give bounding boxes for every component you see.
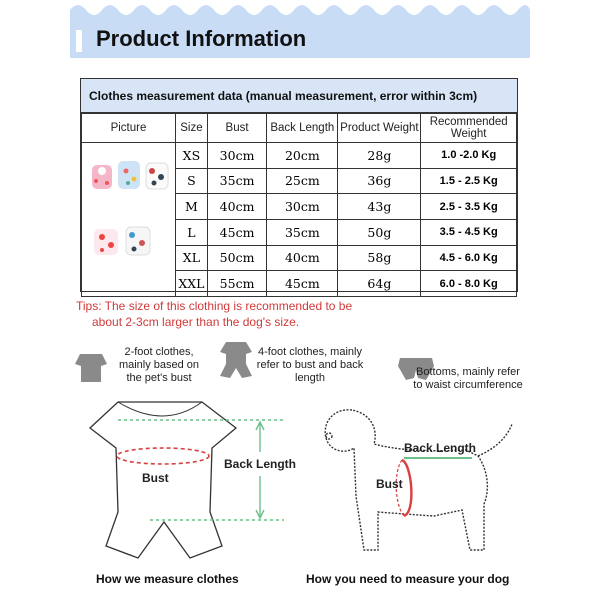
cell-bust: 45cm [207,219,266,245]
cell-weight: 28g [338,143,421,169]
size-table [80,78,518,292]
cell-back: 30cm [267,194,338,220]
cell-back: 20cm [267,143,338,169]
cell-back: 40cm [267,245,338,271]
cell-size: XXL [175,271,207,297]
dog-outline-icon [316,400,528,570]
cell-bust: 50cm [207,245,266,271]
clothes-back-length-label: Back Length [224,457,297,471]
title-accent-bar [76,30,82,52]
clothes-measure-diagram [84,396,304,568]
cell-rec: 3.5 - 4.5 Kg [421,219,517,245]
two-foot-label: 2-foot clothes, mainly based on the pet's bust [118,346,200,384]
tips-line-1: Tips: The size of this clothing is recommended to be [76,299,353,313]
cell-back: 35cm [267,219,338,245]
tips-line-2: about 2-3cm larger than the dog's size. [92,315,300,329]
cell-size: XL [175,245,207,271]
col-bust: Bust [207,114,266,143]
col-picture: Picture [82,114,176,143]
cell-weight: 64g [338,271,421,297]
table-header-row [82,114,517,143]
cell-weight: 36g [338,168,421,194]
clothes-caption: How we measure clothes [96,572,239,586]
cell-size: L [175,219,207,245]
cell-back: 45cm [267,271,338,297]
cell-size: S [175,168,207,194]
cell-bust: 40cm [207,194,266,220]
bottoms-label: Bottoms, mainly refer to waist circumference [413,366,523,391]
cell-rec: 1.5 - 2.5 Kg [421,168,517,194]
col-product-weight: Product Weight [338,114,421,143]
col-recommended-weight: Recommended Weight [421,114,517,143]
page-title: Product Information [96,26,307,51]
col-size: Size [175,114,207,143]
clothes-photo-icon [82,143,174,293]
dog-back-length-label: Back Length [404,441,477,455]
table-caption: Clothes measurement data (manual measurement, error within 3cm) [81,79,517,113]
four-foot-clothes-icon [218,340,254,380]
cell-back: 25cm [267,168,338,194]
product-pictures [82,143,176,297]
clothes-bust-label: Bust [142,471,169,485]
cell-weight: 43g [338,194,421,220]
cell-rec: 1.0 -2.0 Kg [421,143,517,169]
size-tips [76,298,352,330]
cell-rec: 6.0 - 8.0 Kg [421,271,517,297]
col-back-length: Back Length [267,114,338,143]
dog-caption: How you need to measure your dog [306,572,510,586]
cell-bust: 30cm [207,143,266,169]
two-foot-clothes-icon [74,350,108,384]
cell-bust: 35cm [207,168,266,194]
cell-weight: 50g [338,219,421,245]
cell-size: XS [175,143,207,169]
cell-rec: 4.5 - 6.0 Kg [421,245,517,271]
cell-bust: 55cm [207,271,266,297]
cell-weight: 58g [338,245,421,271]
cell-rec: 2.5 - 3.5 Kg [421,194,517,220]
cell-size: M [175,194,207,220]
dog-bust-label: Bust [376,477,403,491]
four-foot-label: 4-foot clothes, mainly refer to bust and back length [256,346,364,384]
table-row [82,143,517,169]
